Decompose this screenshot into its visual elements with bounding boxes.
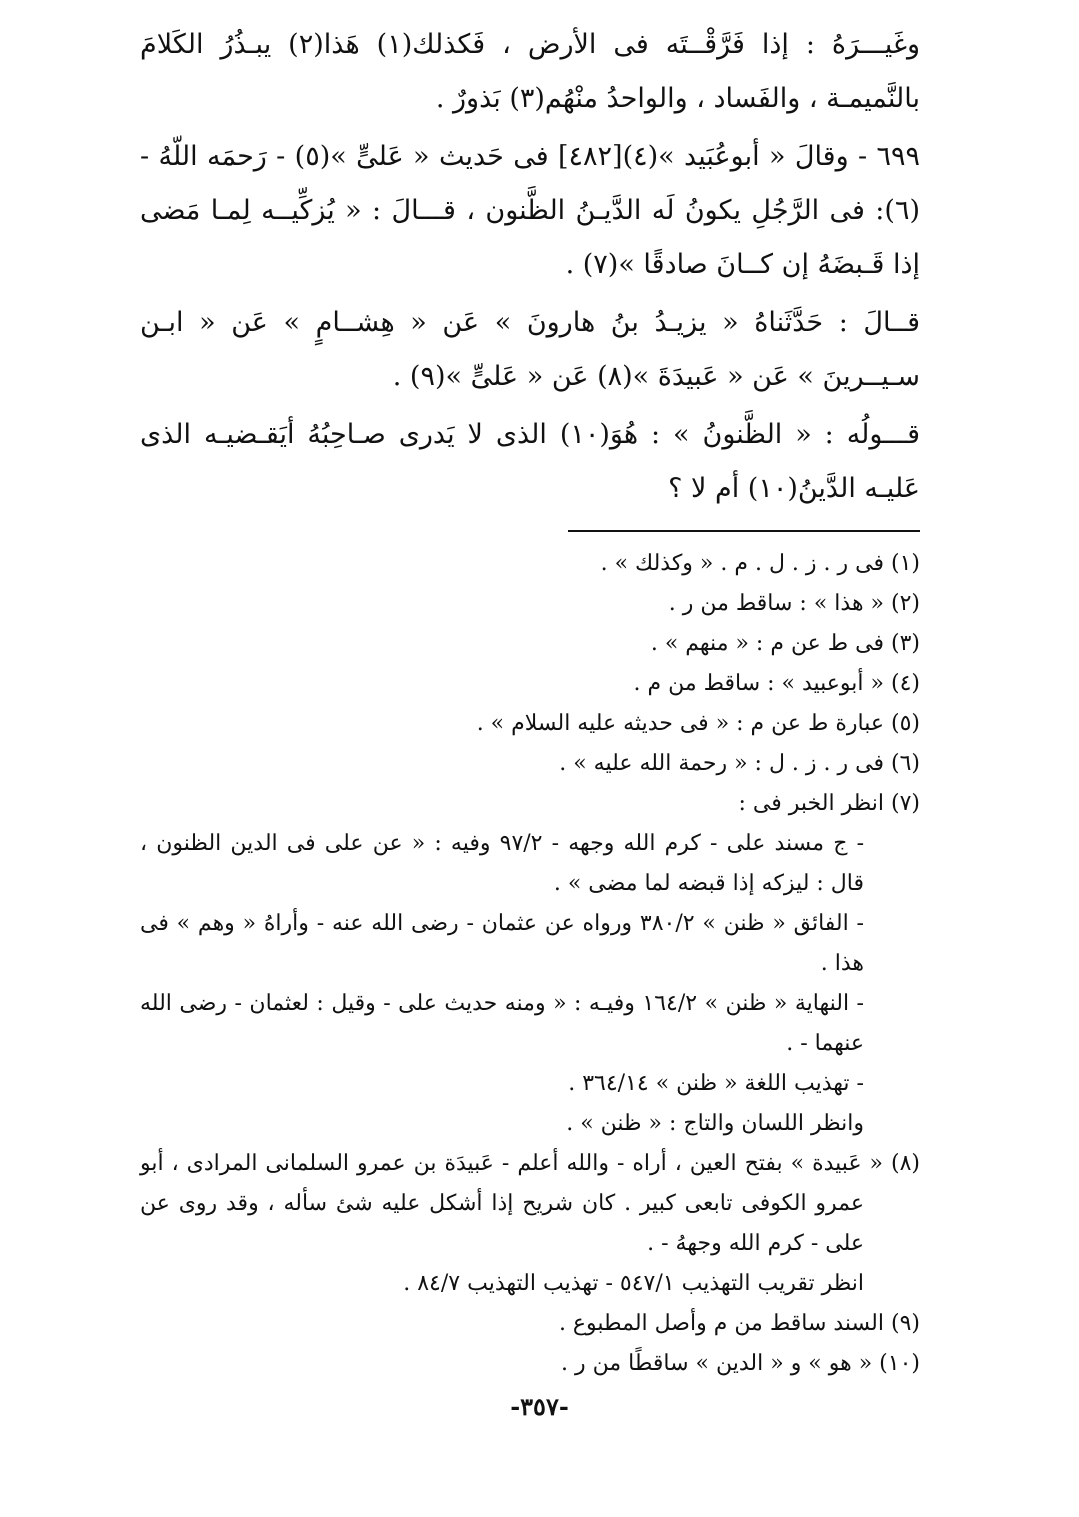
footnote-8: (٨) « عَبيدة » بفتح العين ، أراه - والله أعلم - عَبيدَة بن عمرو السلمانى المرادى ، أبو عمرو الكوفى تابعى كبير . كان شريح إذا أشكل عليه شئ سأله ، وقد روى عن على - كرم الله وجههُ - .: [140, 1151, 920, 1256]
footnote-1: (١) فى ر . ز . ل . م . « وكذلك » .: [600, 551, 920, 576]
footnote-8-references: انظر تقريب التهذيب ٥٤٧/١ - تهذيب التهذيب ٨٤/٧ .: [403, 1271, 864, 1296]
footnote-6: (٦) فى ر . ز . ل : « رحمة الله عليه » .: [559, 751, 920, 776]
footnote-2: (٢) « هذا » : ساقط من ر .: [668, 591, 920, 616]
page-content: [140, 18, 920, 1384]
paragraph-continuation: وغَيـــرَهُ : إذا فَرَّقْــتَه فى الأرض ، فَكذلك(١) هَذا(٢) يبـذُرُ الكَلامَ بالنَّميمـة ، والفَساد ، والواحدُ منْهُم(٣) بَذورٌ .: [140, 29, 921, 114]
footnote-7-see-also: وانظر اللسان والتاج : « ظنن » .: [566, 1111, 864, 1136]
footnotes: [140, 544, 920, 1384]
paragraph-isnad: قــالَ : حَدَّثَناهُ « يزيـدُ بنُ هارونَ » عَن « هِشــامٍ » عَن « ابـن سـيــرينَ » عَن « عَبيدَةَ »(٨) عَن « عَلىٍّ »(٩) .: [140, 307, 920, 392]
footnote-7-source-nihaya: - النهاية « ظنن » ١٦٤/٢ وفيـه : « ومنه حديث على - وقيل : لعثمان - رضى الله عنهما - .: [140, 991, 864, 1056]
footnote-separator: [568, 530, 920, 532]
footnote-10: (١٠) « هو » و « الدين » ساقطًا من ر .: [561, 1351, 920, 1376]
footnote-7: (٧) انظر الخبر فى :: [738, 791, 920, 816]
page-number: -٣٥٧-: [510, 1392, 569, 1421]
paragraph-explanation: قـــولُه : « الظَّنونُ » : هُوَ(١٠) الذى لا يَدرى صـاحِبُهُ أيَقـضيـه الذى عَليـه الدَّينُ(١٠) أم لا ؟: [140, 419, 920, 504]
footnote-4: (٤) « أبوعبيد » : ساقط من م .: [633, 671, 920, 696]
footnote-7-source-tahdhib: - تهذيب اللغة « ظنن » ٣٦٤/١٤ .: [568, 1071, 864, 1096]
main-text: [140, 18, 920, 516]
footnote-7-source-musnad: - ج مسند على - كرم الله وجهه - ٩٧/٢ وفيه : « عن على فى الدين الظنون ، قال : ليزكه إذا قبضه لما مضى » .: [140, 831, 864, 896]
footnote-5: (٥) عبارة ط عن م : « فى حديثه عليه السلام » .: [476, 711, 920, 736]
footnote-9: (٩) السند ساقط من م وأصل المطبوع .: [558, 1311, 920, 1336]
paragraph-entry-699: ٦٩٩ - وقالَ « أبوعُبَيد »(٤)[٤٨٢] فى حَديث « عَلىٍّ »(٥) - رَحمَه اللّهُ -(٦): فى الرَّجُلِ يكونُ لَه الدَّيـنُ الظَّنون ، قـــالَ : « يُزكِّيــه لِمـا مَضى إذا قَـبضَهُ إن كــانَ صادقًا »(٧) .: [140, 141, 920, 280]
footnote-3: (٣) فى ط عن م : « منهم » .: [650, 631, 920, 656]
footnote-7-source-faiq: - الفائق « ظنن » ٣٨٠/٢ ورواه عن عثمان - رضى الله عنه - وأراهُ « وهم » فى هذا .: [140, 911, 864, 976]
